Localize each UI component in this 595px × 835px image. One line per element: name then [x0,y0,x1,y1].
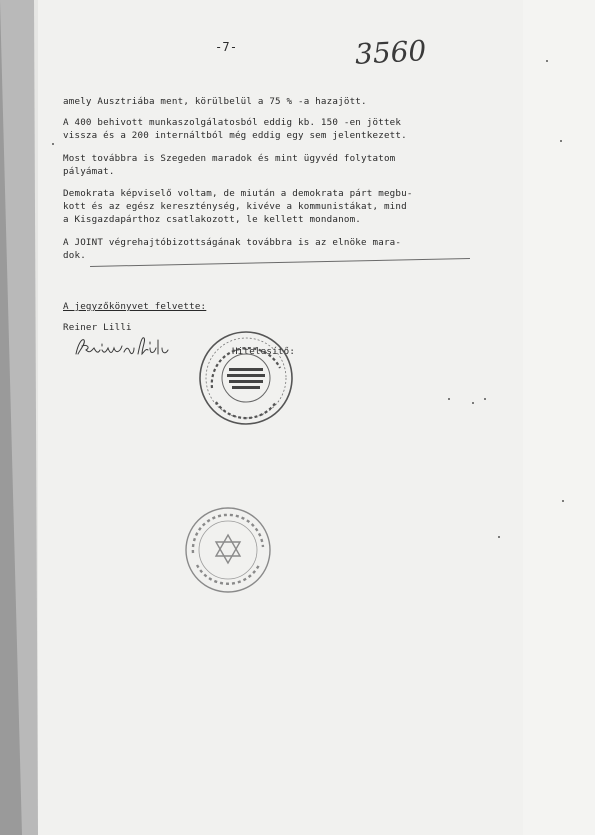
paragraph-5-line-1: A JOINT végrehajtóbizottságának továbbra is az elnöke mara- [63,237,402,248]
reference-number: 3560 [354,34,428,71]
speck-mark [448,398,450,400]
certifier-label: Hitelesítő: [232,346,296,357]
paragraph-3-line-2: pályámat. [63,166,115,177]
paragraph-3-line-1: Most továbbra is Szegeden maradok és mint ügyvéd folytatom [63,153,396,164]
speck-mark [560,140,562,142]
paragraph-1-line-1: amely Ausztriába ment, körülbelül a 75 % -a hazajött. [63,96,367,107]
recorder-heading: A jegyzőkönyvet felvette: [63,301,207,312]
speck-mark [484,398,486,400]
speck-mark [472,402,474,404]
paragraph-5-line-2: dok. [63,250,86,261]
certification-seal [196,328,296,428]
speck-mark [546,60,548,62]
page-number: -7- [215,40,238,54]
paragraph-4-line-2: kott és az egész kereszténység, kivéve a kommunistákat, mind [63,201,407,212]
paragraph-2-line-1: A 400 behivott munkaszolgálatosból eddig kb. 150 -en jöttek [63,117,402,128]
page-fold-shadow [0,0,40,835]
recorder-name: Reiner Lilli [63,322,132,333]
speck-mark [562,500,564,502]
paragraph-4-line-3: a Kisgazdapárthoz csatlakozott, le kellett mondanom. [63,214,362,225]
organization-seal [183,505,273,595]
handwritten-signature [72,332,182,362]
paragraph-4-line-1: Demokrata képviselő voltam, de miután a demokrata párt megbu- [63,188,413,199]
paragraph-2-line-2: vissza és a 200 internáltból még eddig egy sem jelentkezett. [63,130,407,141]
speck-mark [52,143,54,145]
speck-mark [498,536,500,538]
